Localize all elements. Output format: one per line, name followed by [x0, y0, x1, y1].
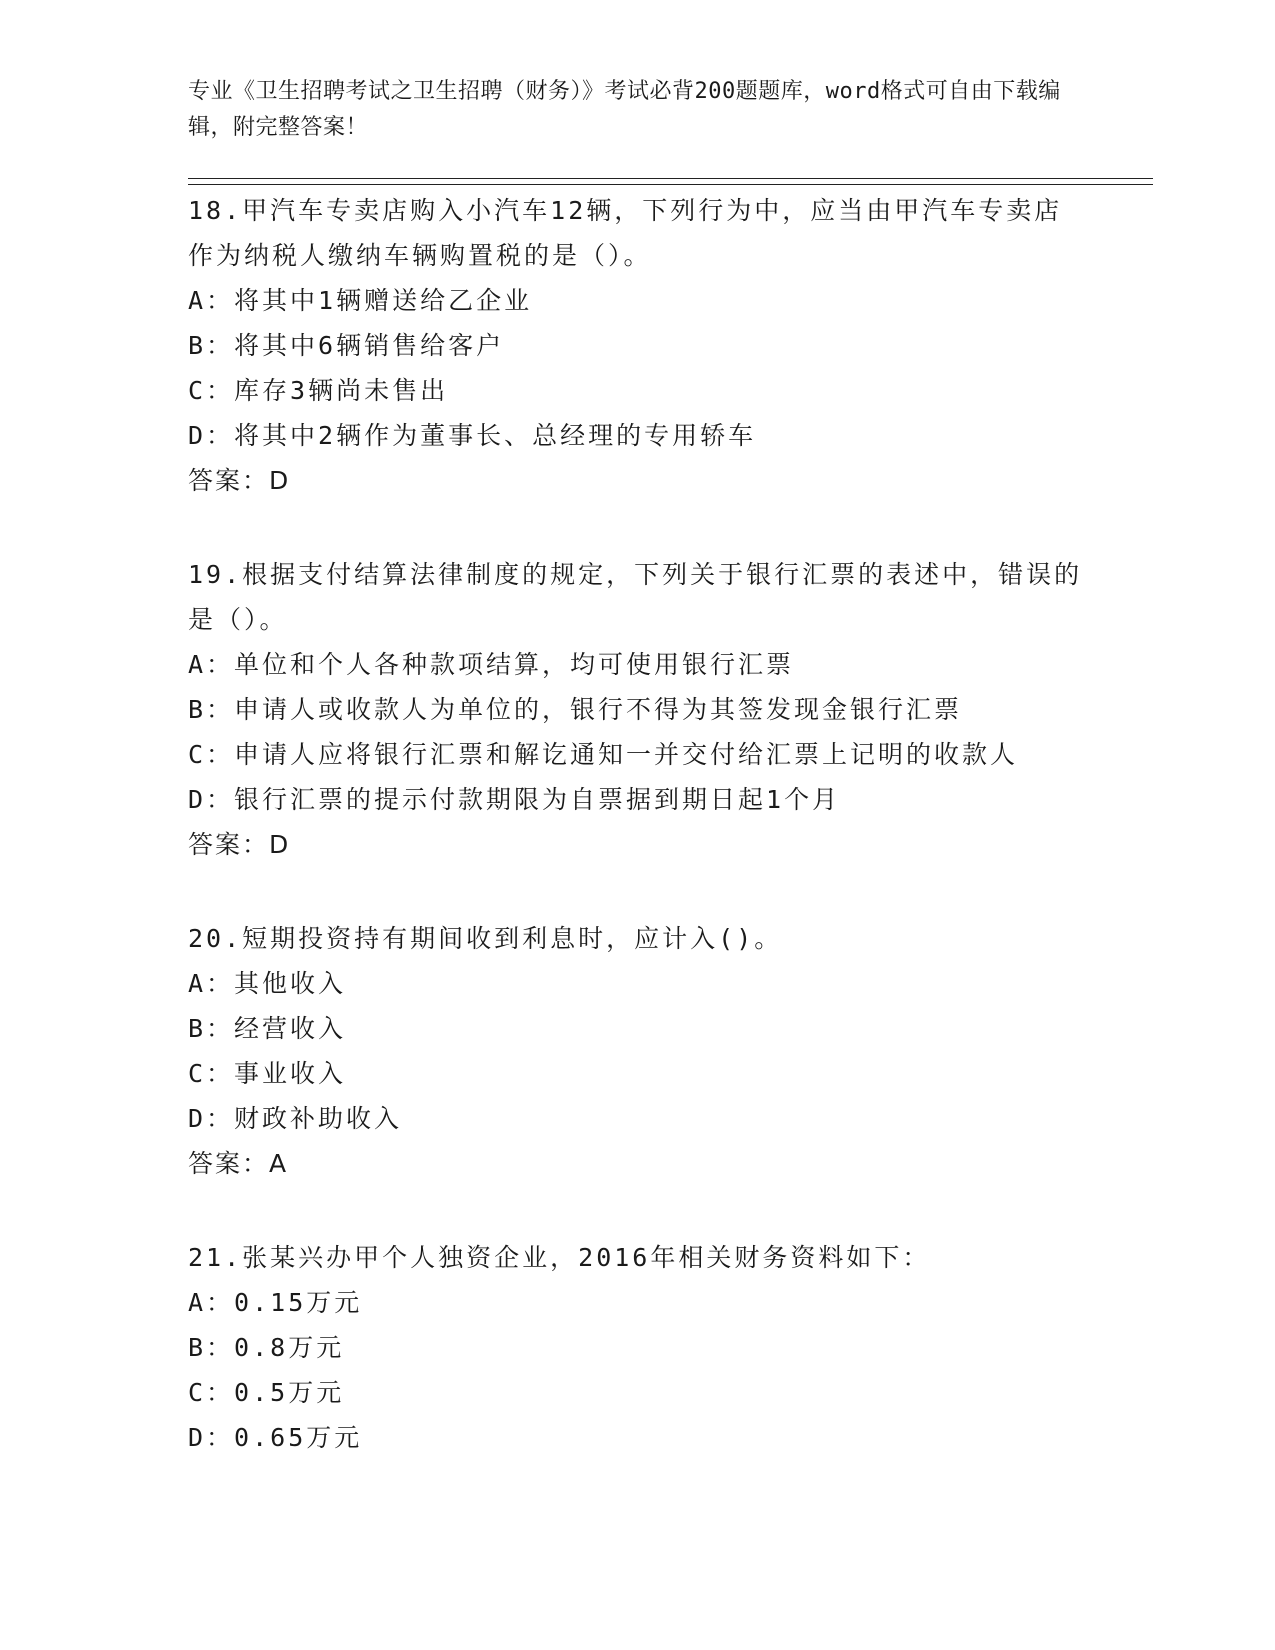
option-c: C：事业收入 — [188, 1059, 347, 1088]
option-b: B：申请人或收款人为单位的，银行不得为其签发现金银行汇票 — [188, 695, 963, 724]
option-a: A：单位和个人各种款项结算，均可使用银行汇票 — [188, 650, 795, 679]
option-b: B：经营收入 — [188, 1014, 347, 1043]
question-stem: 20.短期投资持有期间收到利息时，应计入()。 — [188, 924, 783, 953]
question-20 — [188, 916, 1088, 1186]
answer-label: 答案：A — [188, 1149, 289, 1178]
header-divider-bottom — [188, 184, 1153, 185]
option-a: A：将其中1辆赠送给乙企业 — [188, 286, 533, 315]
option-b: B：将其中6辆销售给客户 — [188, 331, 505, 360]
question-stem: 19.根据支付结算法律制度的规定，下列关于银行汇票的表述中，错误的是（）。 — [188, 560, 1083, 634]
option-a: A：其他收入 — [188, 969, 347, 998]
option-d: D：将其中2辆作为董事长、总经理的专用轿车 — [188, 421, 757, 450]
option-d: D：0.65万元 — [188, 1423, 363, 1452]
option-c: C：库存3辆尚未售出 — [188, 376, 449, 405]
document-header: 专业《卫生招聘考试之卫生招聘（财务）》考试必背200题题库，word格式可自由下载编辑，附完整答案！ — [188, 79, 1061, 140]
answer-label: 答案：D — [188, 466, 291, 495]
question-18 — [188, 188, 1088, 503]
answer-label: 答案：D — [188, 830, 291, 859]
option-b: B：0.8万元 — [188, 1333, 345, 1362]
option-d: D：银行汇票的提示付款期限为自票据到期日起1个月 — [188, 785, 841, 814]
question-19 — [188, 552, 1088, 867]
option-a: A：0.15万元 — [188, 1288, 363, 1317]
option-c: C：申请人应将银行汇票和解讫通知一并交付给汇票上记明的收款人 — [188, 740, 1019, 769]
option-c: C：0.5万元 — [188, 1378, 345, 1407]
option-d: D：财政补助收入 — [188, 1104, 403, 1133]
question-stem: 21.张某兴办甲个人独资企业，2016年相关财务资料如下： — [188, 1243, 931, 1272]
question-stem: 18.甲汽车专卖店购入小汽车12辆，下列行为中，应当由甲汽车专卖店作为纳税人缴纳车辆购置税的是（）。 — [188, 196, 1063, 270]
header-divider-top — [188, 178, 1153, 179]
question-21 — [188, 1235, 1088, 1460]
